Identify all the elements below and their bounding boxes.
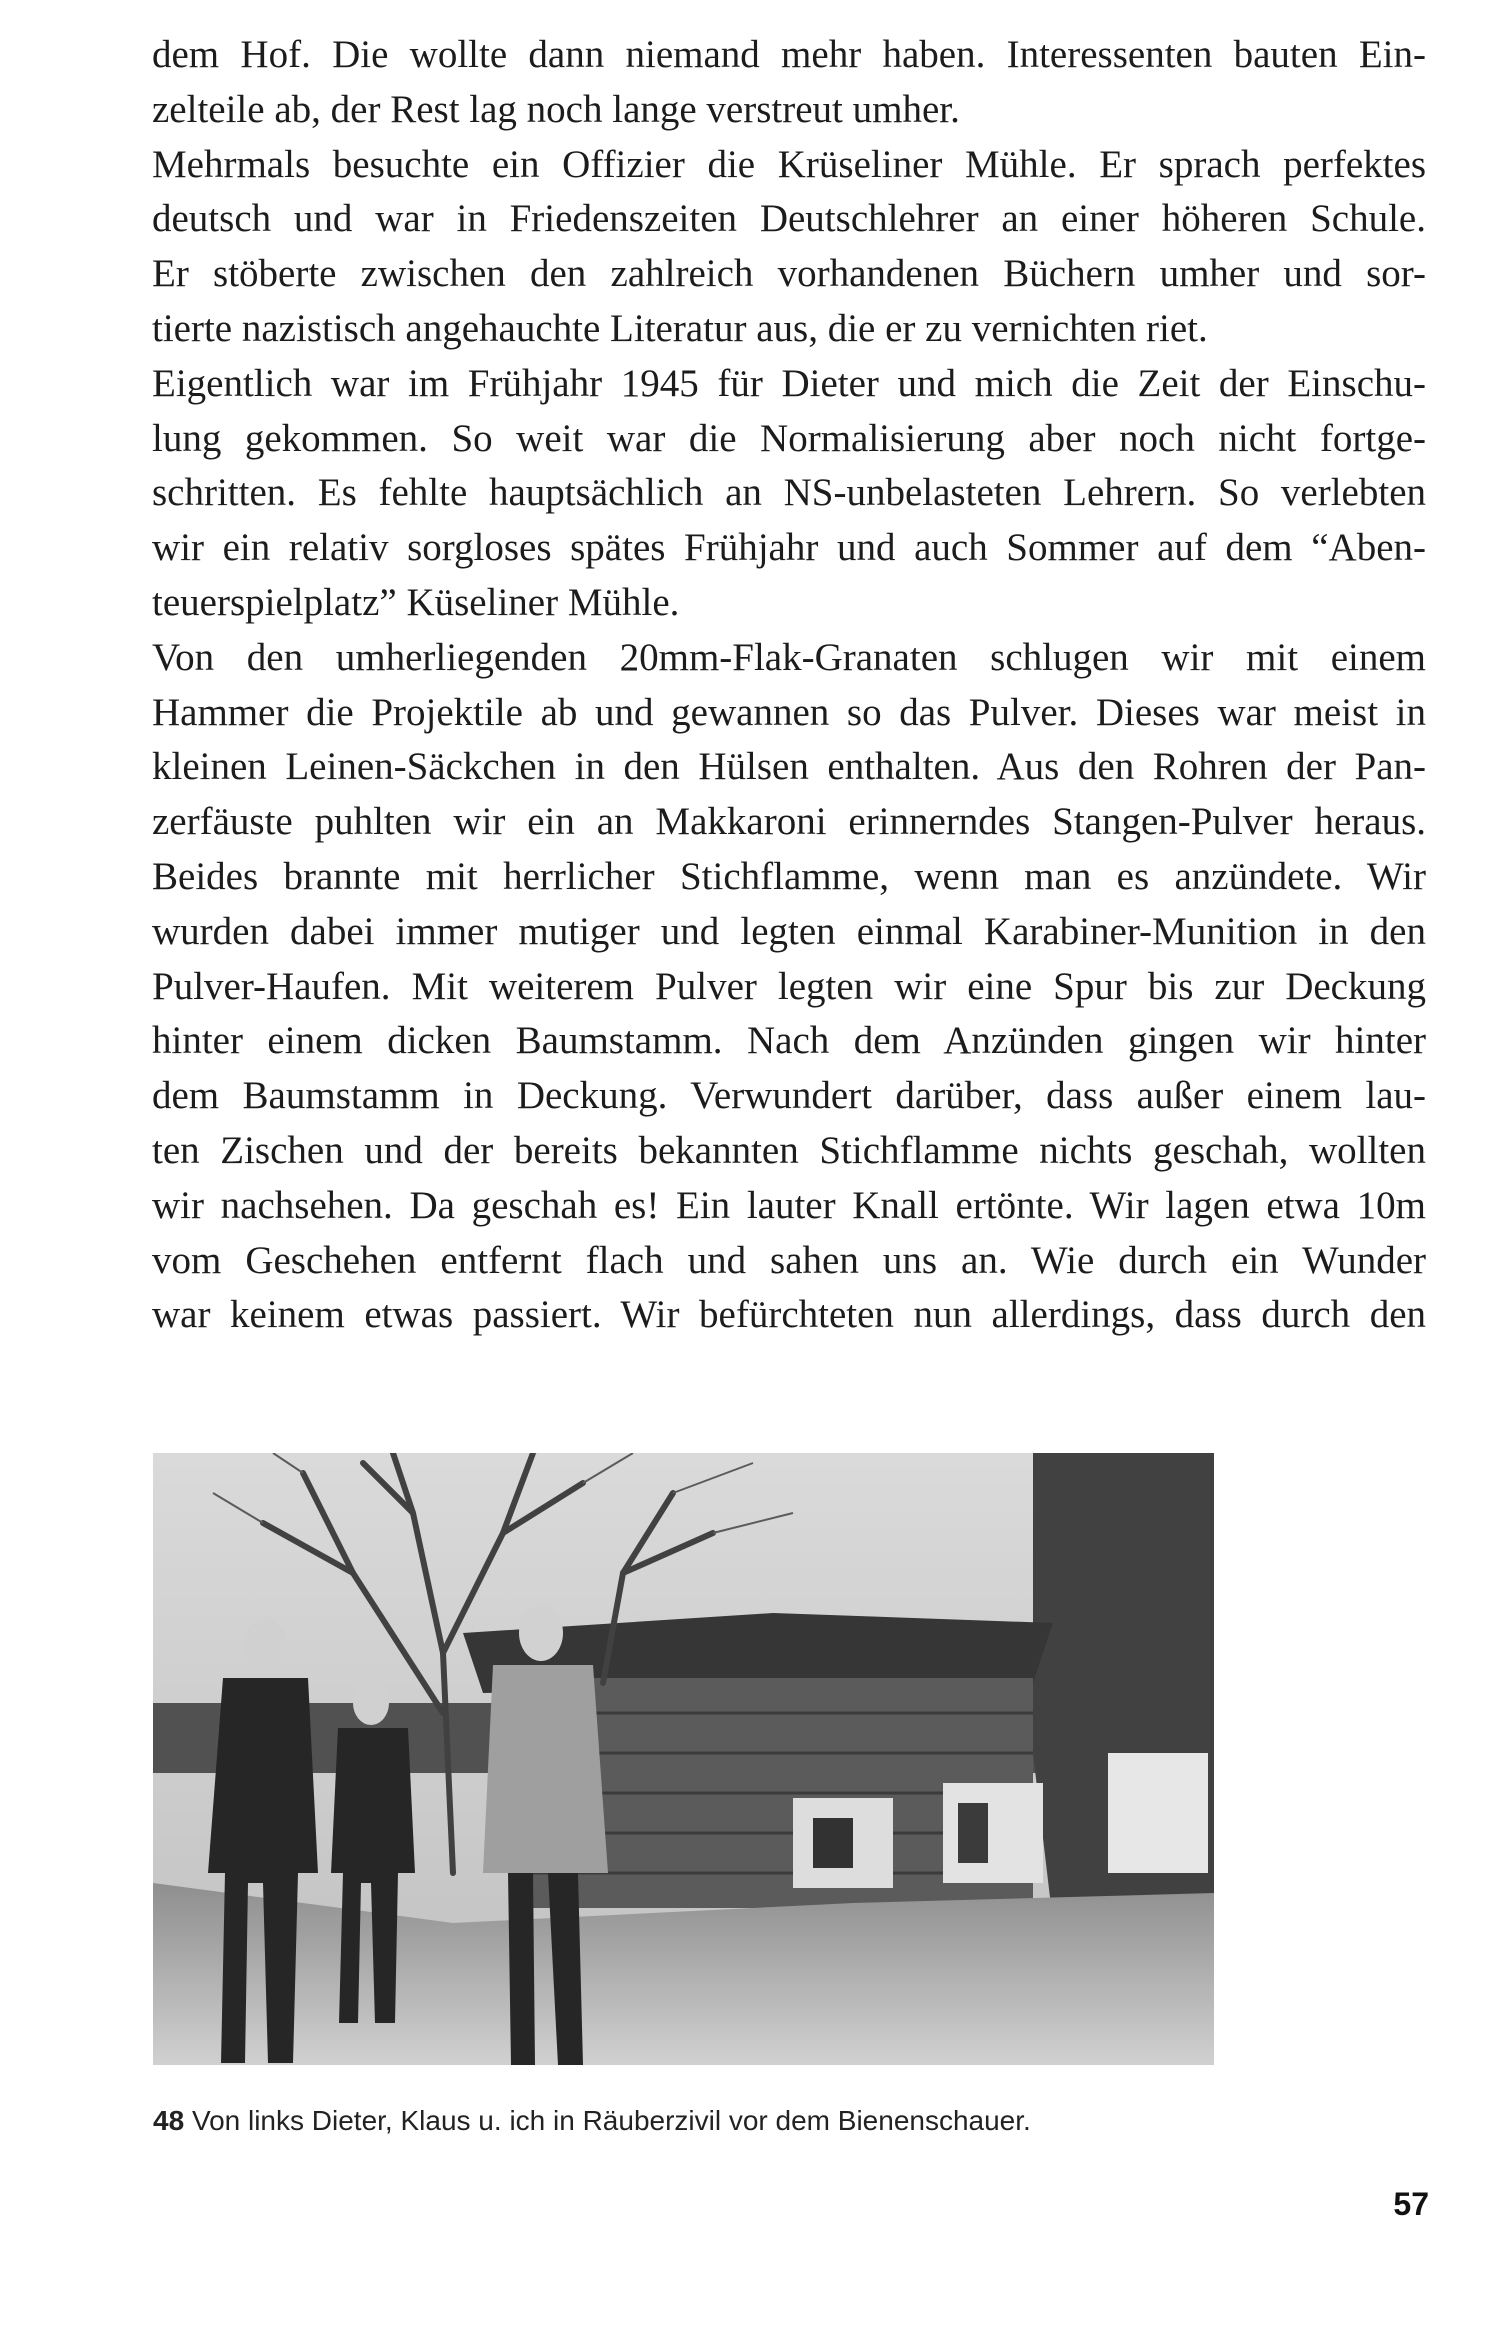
text-line: ten Zischen und der bereits bekannten Stichflamme nichts geschah, wollten [152, 1128, 1426, 1172]
text-line: Hammer die Projektile ab und gewannen so das Pulver. Dieses war meist in [152, 690, 1426, 734]
text-line: Beides brannte mit herrlicher Stichflamme, wenn man es anzündete. Wir [152, 854, 1426, 898]
text-line: Von den umherliegenden 20mm-Flak-Granaten schlugen wir mit einem [152, 635, 1426, 679]
text-line: wir nachsehen. Da geschah es! Ein lauter Knall ertönte. Wir lagen etwa 10m [152, 1183, 1426, 1227]
text-line: wir ein relativ sorgloses spätes Frühjahr und auch Sommer auf dem “Aben- [152, 526, 1426, 570]
text-line: deutsch und war in Friedenszeiten Deutschlehrer an einer höheren Schule. [152, 197, 1426, 241]
text-line: schritten. Es fehlte hauptsächlich an NS-unbelasteten Lehrern. So verlebten [152, 471, 1426, 515]
text-line: Mehrmals besuchte ein Offizier die Krüseliner Mühle. Er sprach perfektes [152, 142, 1426, 186]
figure-caption-text: Von links Dieter, Klaus u. ich in Räuberzivil vor dem Bienenschauer. [191, 2105, 1031, 2136]
text-line: zelteile ab, der Rest lag noch lange verstreut umher. [152, 87, 960, 131]
text-line: kleinen Leinen-Säckchen in den Hülsen enthalten. Aus den Rohren der Pan- [152, 745, 1426, 789]
text-line: Eigentlich war im Frühjahr 1945 für Dieter und mich die Zeit der Einschu- [152, 361, 1426, 405]
historic-photo [153, 1453, 1214, 2065]
text-line: dem Hof. Die wollte dann niemand mehr haben. Interessenten bauten Ein- [152, 33, 1426, 76]
text-line: hinter einem dicken Baumstamm. Nach dem Anzünden gingen wir hinter [152, 1019, 1426, 1063]
body-text [152, 28, 1426, 1343]
text-line: zerfäuste puhlten wir ein an Makkaroni erinnerndes Stangen-Pulver heraus. [152, 800, 1426, 844]
text-line: lung gekommen. So weit war die Normalisierung aber noch nicht fortge- [152, 416, 1426, 460]
text-line: vom Geschehen entfernt flach und sahen uns an. Wie durch ein Wunder [152, 1238, 1426, 1282]
text-line: tierte nazistisch angehauchte Literatur aus, die er zu vernichten riet. [152, 306, 1208, 350]
text-line: wurden dabei immer mutiger und legten einmal Karabiner-Munition in den [152, 909, 1426, 953]
text-line: Pulver-Haufen. Mit weiterem Pulver legten wir eine Spur bis zur Deckung [152, 964, 1426, 1008]
text-line: dem Baumstamm in Deckung. Verwundert darüber, dass außer einem lau- [152, 1074, 1426, 1118]
text-line: war keinem etwas passiert. Wir befürchteten nun allerdings, dass durch den [152, 1293, 1426, 1337]
figure-number: 48 [153, 2105, 185, 2136]
text-line: teuerspielplatz” Küseliner Mühle. [152, 580, 680, 624]
text-line: Er stöberte zwischen den zahlreich vorhandenen Büchern umher und sor- [152, 252, 1426, 296]
page-number: 57 [1393, 2186, 1429, 2222]
figure-caption [153, 2103, 1031, 2139]
photo-illustration [153, 1453, 1214, 2065]
